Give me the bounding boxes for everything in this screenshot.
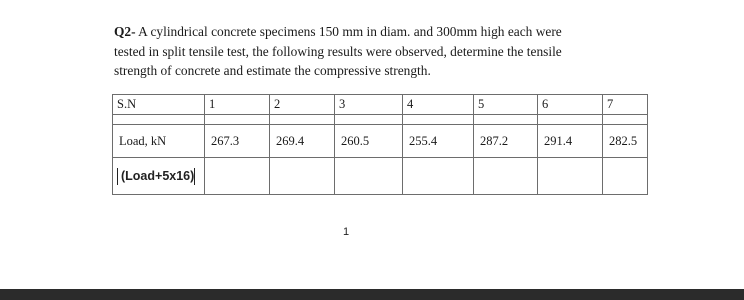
table-cell xyxy=(538,158,603,195)
table-row-load xyxy=(113,125,648,158)
table-cell: Load, kN xyxy=(113,125,205,158)
table-cell: 3 xyxy=(335,95,403,115)
table-cell xyxy=(403,115,474,125)
table-cell xyxy=(205,115,270,125)
table-cell: 255.4 xyxy=(403,125,474,158)
table-row-note xyxy=(113,158,648,195)
table-cell: 267.3 xyxy=(205,125,270,158)
table-cell: 7 xyxy=(603,95,648,115)
table-cell: 4 xyxy=(403,95,474,115)
table-cell xyxy=(474,115,538,125)
bottom-bar xyxy=(0,289,744,300)
question-line-1-text: A cylindrical concrete specimens 150 mm in diam. and 300mm high each were xyxy=(135,24,562,39)
handwritten-note: (Load+5x16) xyxy=(117,168,195,185)
table-cell xyxy=(474,158,538,195)
table-cell: 269.4 xyxy=(270,125,335,158)
table-cell: 5 xyxy=(474,95,538,115)
table-cell xyxy=(603,115,648,125)
table-cell xyxy=(335,158,403,195)
table-cell: 282.5 xyxy=(603,125,648,158)
question-line-3: strength of concrete and estimate the compressive strength. xyxy=(114,63,431,78)
table-cell xyxy=(603,158,648,195)
table-cell xyxy=(403,158,474,195)
table-row-sn xyxy=(113,95,648,115)
question-label: Q2- xyxy=(114,24,136,39)
table-cell: S.N xyxy=(113,95,205,115)
table-cell: 260.5 xyxy=(335,125,403,158)
table-cell xyxy=(205,158,270,195)
question-text xyxy=(114,22,634,81)
table-cell xyxy=(538,115,603,125)
table-cell xyxy=(335,115,403,125)
table-cell: 287.2 xyxy=(474,125,538,158)
table-cell xyxy=(113,158,205,195)
table-cell xyxy=(113,115,205,125)
question-line-2: tested in split tensile test, the following results were observed, determine the tensile xyxy=(114,43,562,59)
table-cell: 1 xyxy=(205,95,270,115)
table-cell: 2 xyxy=(270,95,335,115)
table-cell: 6 xyxy=(538,95,603,115)
results-table xyxy=(112,94,648,195)
question-line-1 xyxy=(114,22,634,42)
table-cell: 291.4 xyxy=(538,125,603,158)
page-number: 1 xyxy=(343,226,350,238)
table-cell xyxy=(270,115,335,125)
table-row-gap xyxy=(113,115,648,125)
table-cell xyxy=(270,158,335,195)
